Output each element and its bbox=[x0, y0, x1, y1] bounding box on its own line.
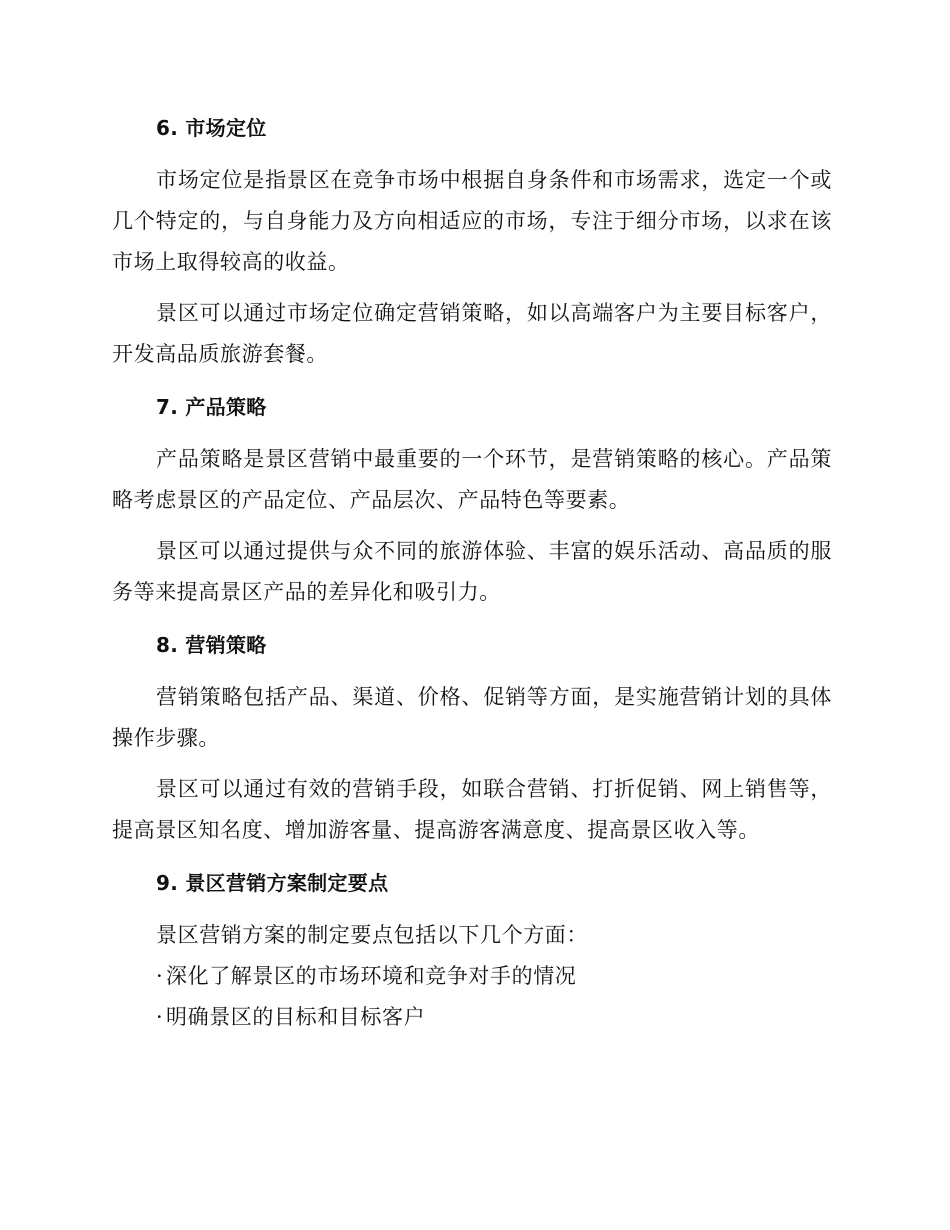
section-plan-key-points bbox=[112, 865, 832, 1038]
section-heading: 8. 营销策略 bbox=[156, 633, 267, 657]
paragraph: 景区营销方案的制定要点包括以下几个方面： bbox=[156, 923, 588, 947]
section-market-positioning bbox=[112, 110, 832, 375]
list-item bbox=[156, 956, 832, 997]
section-product-strategy bbox=[112, 389, 832, 613]
section-heading: 9. 景区营销方案制定要点 bbox=[156, 871, 389, 895]
section-marketing-strategy bbox=[112, 627, 832, 851]
section-heading: 7. 产品策略 bbox=[156, 395, 267, 419]
bullet-marker: · bbox=[156, 964, 164, 988]
section-heading: 6. 市场定位 bbox=[156, 116, 267, 140]
paragraph: 营销策略包括产品、渠道、价格、促销等方面，是实施营销计划的具体操作步骤。 bbox=[112, 685, 832, 750]
paragraph: 景区可以通过有效的营销手段，如联合营销、打折促销、网上销售等，提高景区知名度、增加游客量、提高游客满意度、提高景区收入等。 bbox=[112, 777, 832, 842]
paragraph: 产品策略是景区营销中最重要的一个环节，是营销策略的核心。产品策略考虑景区的产品定位、产品层次、产品特色等要素。 bbox=[112, 447, 832, 512]
list-item-text: 明确景区的目标和目标客户 bbox=[166, 1005, 426, 1029]
list-item bbox=[156, 997, 832, 1038]
paragraph: 景区可以通过市场定位确定营销策略，如以高端客户为主要目标客户，开发高品质旅游套餐。 bbox=[112, 301, 832, 366]
paragraph: 市场定位是指景区在竞争市场中根据自身条件和市场需求，选定一个或几个特定的，与自身能力及方向相适应的市场，专注于细分市场，以求在该市场上取得较高的收益。 bbox=[112, 168, 832, 274]
bullet-marker: · bbox=[156, 1005, 164, 1029]
paragraph: 景区可以通过提供与众不同的旅游体验、丰富的娱乐活动、高品质的服务等来提高景区产品的差异化和吸引力。 bbox=[112, 539, 832, 604]
list-item-text: 深化了解景区的市场环境和竞争对手的情况 bbox=[166, 964, 577, 988]
